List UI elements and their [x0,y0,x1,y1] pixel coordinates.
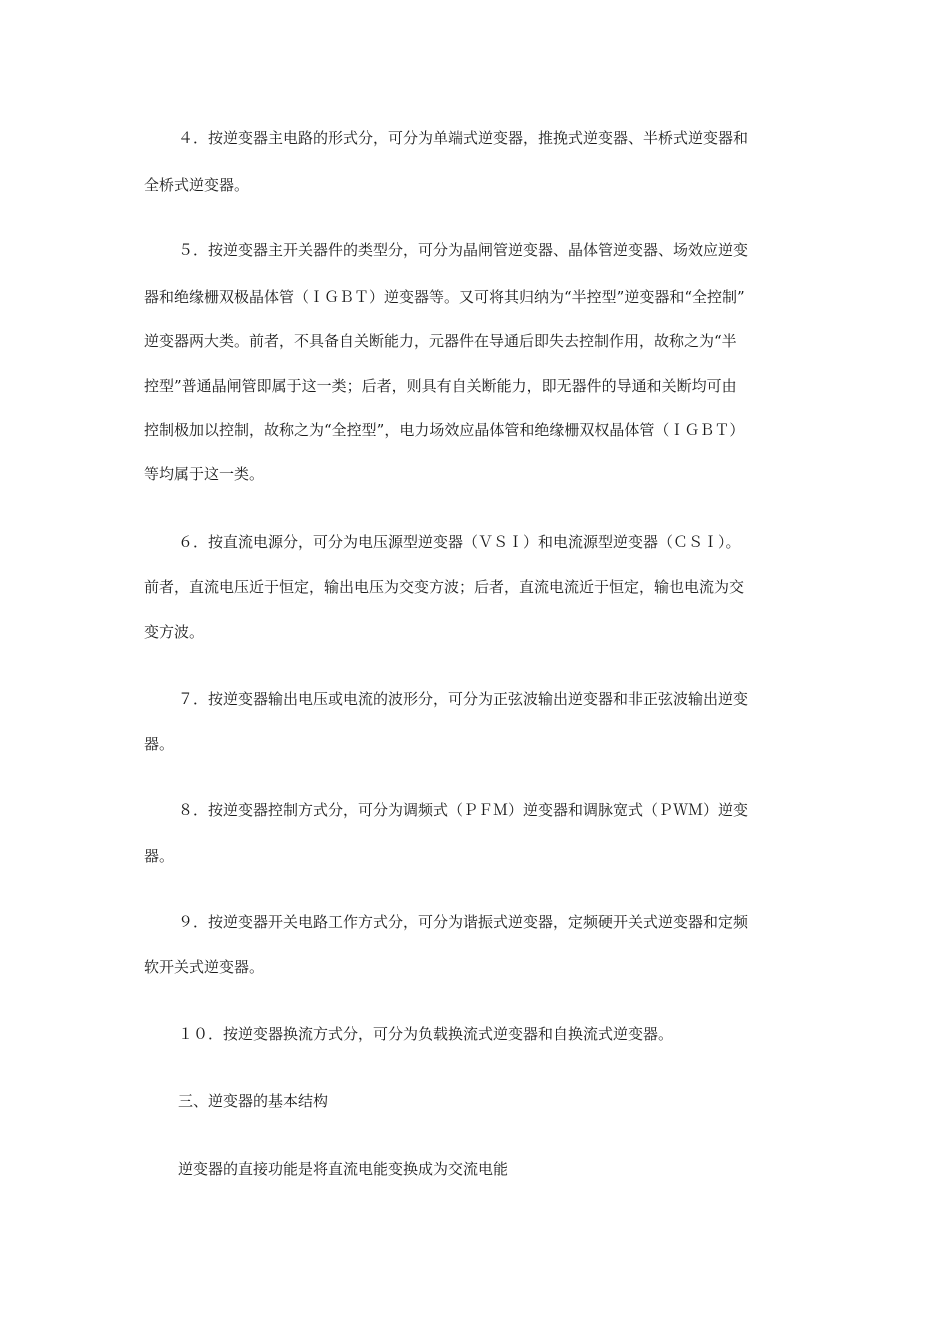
paragraph-7-line-2: 器。 [144,735,175,753]
paragraph-9-line-1: ９．按逆变器开关电路工作方式分，可分为谐振式逆变器，定频硬开关式逆变器和定频 [178,913,749,931]
paragraph-5-line-5: 控制极加以控制，故称之为“全控型”，电力场效应晶体管和绝缘栅双权晶体管（ＩＧＢＴ） [144,421,745,439]
paragraph-5-line-3: 逆变器两大类。前者，不具备自关断能力，元器件在导通后即失去控制作用，故称之为“半 [144,332,737,350]
paragraph-8-line-2: 器。 [144,847,175,865]
paragraph-5-line-4: 控型”普通晶闸管即属于这一类；后者，则具有自关断能力，即无器件的导通和关断均可由 [144,377,737,395]
paragraph-4-line-2: 全桥式逆变器。 [144,176,250,194]
paragraph-6-line-3: 变方波。 [144,623,205,641]
paragraph-6-line-1: ６．按直流电源分，可分为电压源型逆变器（ＶＳＩ）和电流源型逆变器（ＣＳＩ）。 [178,533,741,551]
paragraph-6-line-2: 前者，直流电压近于恒定，输出电压为交变方波；后者，直流电流近于恒定，输也电流为交 [144,578,745,596]
paragraph-5-line-1: ５．按逆变器主开关器件的类型分，可分为晶闸管逆变器、晶体管逆变器、场效应逆变 [178,241,749,259]
closing-line: 逆变器的直接功能是将直流电能变换成为交流电能 [178,1160,509,1178]
paragraph-5-line-6: 等均属于这一类。 [144,465,265,483]
paragraph-4-line-1: ４．按逆变器主电路的形式分，可分为单端式逆变器，推挽式逆变器、半桥式逆变器和 [178,129,749,147]
section-heading: 三、逆变器的基本结构 [178,1092,329,1110]
paragraph-7-line-1: ７．按逆变器输出电压或电流的波形分，可分为正弦波输出逆变器和非正弦波输出逆变 [178,690,749,708]
paragraph-9-line-2: 软开关式逆变器。 [144,958,265,976]
paragraph-8-line-1: ８．按逆变器控制方式分，可分为调频式（ＰＦＭ）逆变器和调脉宽式（ＰＷＭ）逆变 [178,801,749,819]
paragraph-10-line-1: １０．按逆变器换流方式分，可分为负载换流式逆变器和自换流式逆变器。 [178,1025,674,1043]
paragraph-5-line-2: 器和绝缘栅双极晶体管（ＩＧＢＴ）逆变器等。又可将其归纳为“半控型”逆变器和“全控制” [144,288,745,306]
